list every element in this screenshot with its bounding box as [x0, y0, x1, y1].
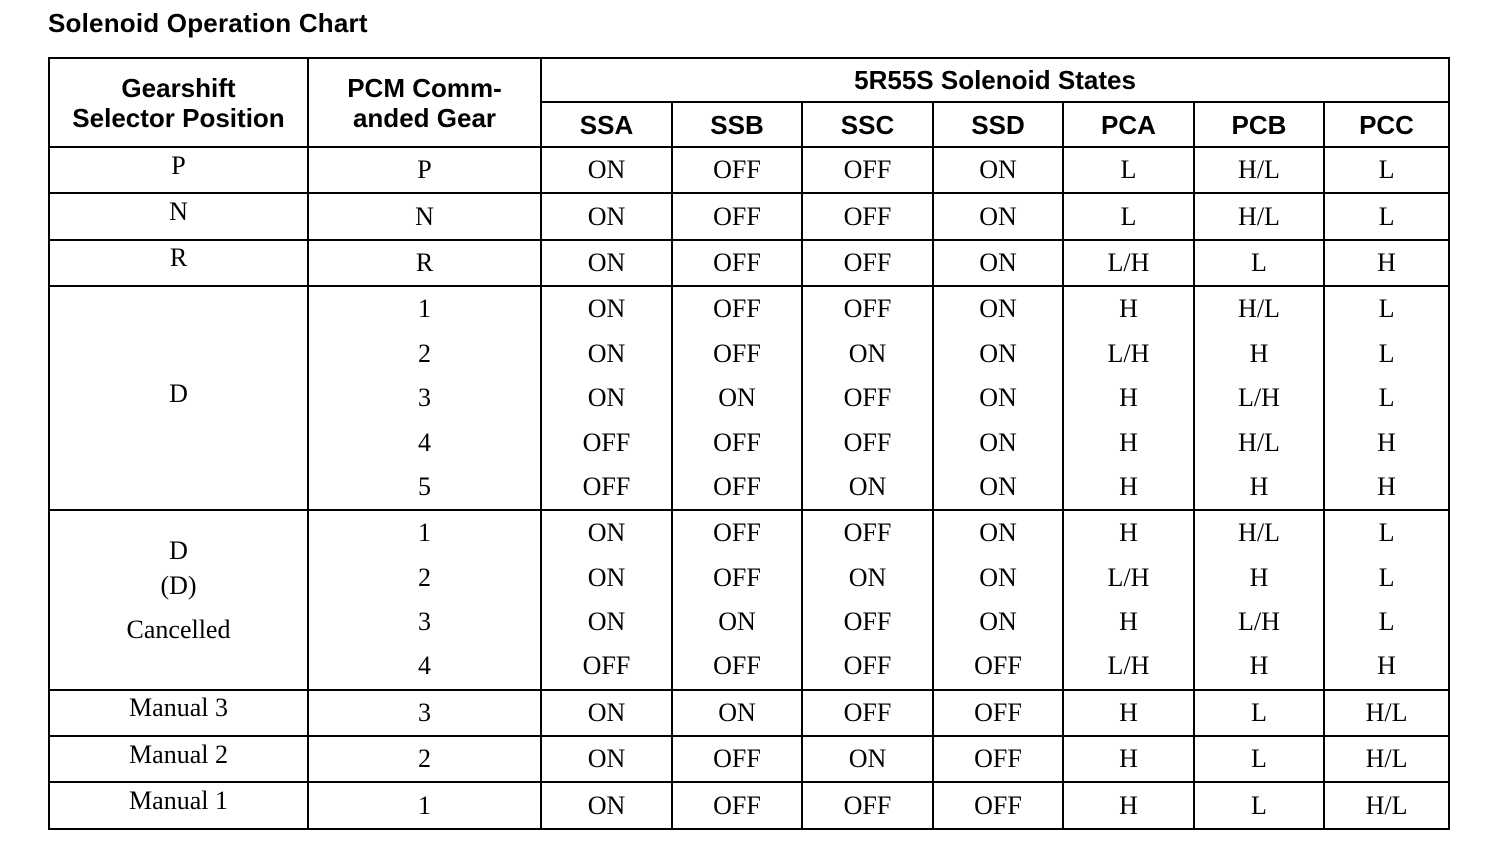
pcc-state-cell: H — [1324, 240, 1449, 286]
pcc-state-cell: L — [1324, 332, 1449, 376]
commanded-gear-cell: 1 — [308, 510, 541, 555]
commanded-gear-cell: N — [308, 193, 541, 239]
ssc-state-cell: OFF — [802, 420, 933, 464]
ssb-state-cell: OFF — [672, 286, 802, 331]
header-gear-line: PCM Comm- — [347, 72, 502, 103]
table-row — [49, 736, 1449, 782]
ssb-state-cell: ON — [672, 690, 802, 736]
ssd-state-cell: ON — [933, 332, 1063, 376]
selector-position-text: Manual 1 — [129, 786, 228, 816]
pcb-state-cell: H — [1194, 465, 1324, 510]
pca-state-cell: L — [1063, 147, 1194, 193]
commanded-gear-cell: 1 — [308, 286, 541, 331]
pcb-state-cell: H/L — [1194, 193, 1324, 239]
ssd-state-cell: ON — [933, 600, 1063, 644]
pca-state-cell: H — [1063, 782, 1194, 828]
selector-position-text: Cancelled — [126, 615, 231, 645]
pca-state-cell: H — [1063, 465, 1194, 510]
commanded-gear-cell: 4 — [308, 644, 541, 689]
ssd-state-cell: ON — [933, 465, 1063, 510]
selector-position-text: Manual 3 — [129, 693, 228, 723]
table-row — [49, 510, 1449, 555]
pcb-state-cell: L — [1194, 690, 1324, 736]
ssa-state-cell: ON — [541, 690, 672, 736]
selector-position-cell — [49, 690, 308, 736]
ssa-state-cell: ON — [541, 332, 672, 376]
pcb-state-cell: H — [1194, 556, 1324, 600]
pcb-state-cell: L — [1194, 736, 1324, 782]
ssd-state-cell: OFF — [933, 736, 1063, 782]
commanded-gear-cell: 2 — [308, 736, 541, 782]
table-row — [49, 193, 1449, 239]
pcb-state-cell: H — [1194, 644, 1324, 689]
header-pca: PCA — [1063, 102, 1194, 147]
ssd-state-cell: ON — [933, 240, 1063, 286]
header-pcc: PCC — [1324, 102, 1449, 147]
ssc-state-cell: OFF — [802, 600, 933, 644]
ssd-state-cell: ON — [933, 193, 1063, 239]
ssc-state-cell: OFF — [802, 510, 933, 555]
ssa-state-cell: OFF — [541, 644, 672, 689]
pcb-state-cell: H/L — [1194, 510, 1324, 555]
pcc-state-cell: L — [1324, 510, 1449, 555]
table-row — [49, 782, 1449, 828]
ssb-state-cell: OFF — [672, 147, 802, 193]
ssa-state-cell: ON — [541, 193, 672, 239]
pca-state-cell: L/H — [1063, 556, 1194, 600]
ssd-state-cell: OFF — [933, 690, 1063, 736]
ssb-state-cell: OFF — [672, 736, 802, 782]
ssa-state-cell: OFF — [541, 465, 672, 510]
ssa-state-cell: ON — [541, 240, 672, 286]
header-position-line: Selector Position — [72, 102, 285, 133]
header-gear-line: anded Gear — [352, 102, 497, 133]
commanded-gear-cell: 3 — [308, 376, 541, 420]
ssc-state-cell: OFF — [802, 193, 933, 239]
ssc-state-cell: OFF — [802, 240, 933, 286]
ssc-state-cell: ON — [802, 736, 933, 782]
ssb-state-cell: OFF — [672, 644, 802, 689]
ssc-state-cell: ON — [802, 556, 933, 600]
ssd-state-cell: ON — [933, 376, 1063, 420]
commanded-gear-cell: 3 — [308, 690, 541, 736]
pcc-state-cell: L — [1324, 147, 1449, 193]
pcc-state-cell: L — [1324, 376, 1449, 420]
ssc-state-cell: OFF — [802, 690, 933, 736]
ssa-state-cell: ON — [541, 736, 672, 782]
ssa-state-cell: ON — [541, 782, 672, 828]
pca-state-cell: H — [1063, 600, 1194, 644]
selector-position-text: N — [169, 197, 188, 227]
selector-position-cell — [49, 193, 308, 239]
ssb-state-cell: OFF — [672, 193, 802, 239]
ssb-state-cell: OFF — [672, 465, 802, 510]
pcb-state-cell: H — [1194, 332, 1324, 376]
pca-state-cell: H — [1063, 510, 1194, 555]
ssa-state-cell: ON — [541, 147, 672, 193]
table-row — [49, 690, 1449, 736]
selector-position-text: P — [171, 150, 186, 180]
ssb-state-cell: OFF — [672, 556, 802, 600]
ssb-state-cell: OFF — [672, 510, 802, 555]
ssd-state-cell: OFF — [933, 644, 1063, 689]
selector-position-text: D — [169, 378, 188, 408]
ssa-state-cell: ON — [541, 376, 672, 420]
pca-state-cell: L/H — [1063, 240, 1194, 286]
ssc-state-cell: OFF — [802, 644, 933, 689]
ssc-state-cell: OFF — [802, 286, 933, 331]
ssc-state-cell: OFF — [802, 782, 933, 828]
ssd-state-cell: ON — [933, 556, 1063, 600]
ssa-state-cell: ON — [541, 286, 672, 331]
pcc-state-cell: L — [1324, 286, 1449, 331]
header-solenoid-states: 5R55S Solenoid States — [541, 58, 1449, 102]
pca-state-cell: L/H — [1063, 332, 1194, 376]
pcc-state-cell: H — [1324, 644, 1449, 689]
table-row — [49, 240, 1449, 286]
pca-state-cell: L — [1063, 193, 1194, 239]
header-pcb: PCB — [1194, 102, 1324, 147]
pca-state-cell: H — [1063, 736, 1194, 782]
ssb-state-cell: OFF — [672, 782, 802, 828]
pcb-state-cell: L — [1194, 782, 1324, 828]
ssb-state-cell: ON — [672, 376, 802, 420]
header-position-line: Gearshift — [121, 72, 236, 103]
pca-state-cell: H — [1063, 376, 1194, 420]
pcc-state-cell: L — [1324, 193, 1449, 239]
pca-state-cell: L/H — [1063, 644, 1194, 689]
pcc-state-cell: H — [1324, 465, 1449, 510]
commanded-gear-cell: 1 — [308, 782, 541, 828]
ssc-state-cell: OFF — [802, 376, 933, 420]
selector-position-cell — [49, 782, 308, 828]
ssd-state-cell: ON — [933, 420, 1063, 464]
ssb-state-cell: OFF — [672, 240, 802, 286]
page-title: Solenoid Operation Chart — [48, 8, 368, 38]
selector-position-text: (D) — [160, 571, 197, 601]
pca-state-cell: H — [1063, 420, 1194, 464]
selector-position-text: Manual 2 — [129, 739, 228, 769]
header-ssb: SSB — [672, 102, 802, 147]
ssd-state-cell: ON — [933, 286, 1063, 331]
pcb-state-cell: L — [1194, 240, 1324, 286]
table-body — [49, 147, 1449, 829]
ssd-state-cell: ON — [933, 147, 1063, 193]
ssb-state-cell: OFF — [672, 332, 802, 376]
pcc-state-cell: H — [1324, 420, 1449, 464]
ssd-state-cell: ON — [933, 510, 1063, 555]
pcc-state-cell: H/L — [1324, 782, 1449, 828]
selector-position-text: R — [169, 243, 188, 273]
ssc-state-cell: OFF — [802, 147, 933, 193]
commanded-gear-cell: 2 — [308, 556, 541, 600]
pca-state-cell: H — [1063, 286, 1194, 331]
selector-position-text: D — [169, 536, 188, 566]
header-gearshift-position — [49, 58, 308, 147]
commanded-gear-cell: R — [308, 240, 541, 286]
pcb-state-cell: L/H — [1194, 376, 1324, 420]
pcb-state-cell: H/L — [1194, 420, 1324, 464]
commanded-gear-cell: 2 — [308, 332, 541, 376]
header-ssc: SSC — [802, 102, 933, 147]
ssb-state-cell: OFF — [672, 420, 802, 464]
ssb-state-cell: ON — [672, 600, 802, 644]
commanded-gear-cell: P — [308, 147, 541, 193]
table-row — [49, 286, 1449, 331]
pcc-state-cell: H/L — [1324, 736, 1449, 782]
pcc-state-cell: L — [1324, 600, 1449, 644]
pca-state-cell: H — [1063, 690, 1194, 736]
selector-position-cell — [49, 510, 308, 690]
pcb-state-cell: L/H — [1194, 600, 1324, 644]
ssa-state-cell: ON — [541, 556, 672, 600]
commanded-gear-cell: 4 — [308, 420, 541, 464]
pcc-state-cell: L — [1324, 556, 1449, 600]
pcb-state-cell: H/L — [1194, 147, 1324, 193]
selector-position-cell — [49, 240, 308, 286]
header-commanded-gear — [308, 58, 541, 147]
pcc-state-cell: H/L — [1324, 690, 1449, 736]
header-ssa: SSA — [541, 102, 672, 147]
commanded-gear-cell: 3 — [308, 600, 541, 644]
selector-position-cell — [49, 286, 308, 510]
header-ssd: SSD — [933, 102, 1063, 147]
solenoid-table — [48, 57, 1450, 830]
table-row — [49, 147, 1449, 193]
pcb-state-cell: H/L — [1194, 286, 1324, 331]
ssd-state-cell: OFF — [933, 782, 1063, 828]
selector-position-cell — [49, 736, 308, 782]
ssc-state-cell: ON — [802, 465, 933, 510]
ssa-state-cell: ON — [541, 600, 672, 644]
ssa-state-cell: OFF — [541, 420, 672, 464]
selector-position-cell — [49, 147, 308, 193]
commanded-gear-cell: 5 — [308, 465, 541, 510]
ssa-state-cell: ON — [541, 510, 672, 555]
ssc-state-cell: ON — [802, 332, 933, 376]
